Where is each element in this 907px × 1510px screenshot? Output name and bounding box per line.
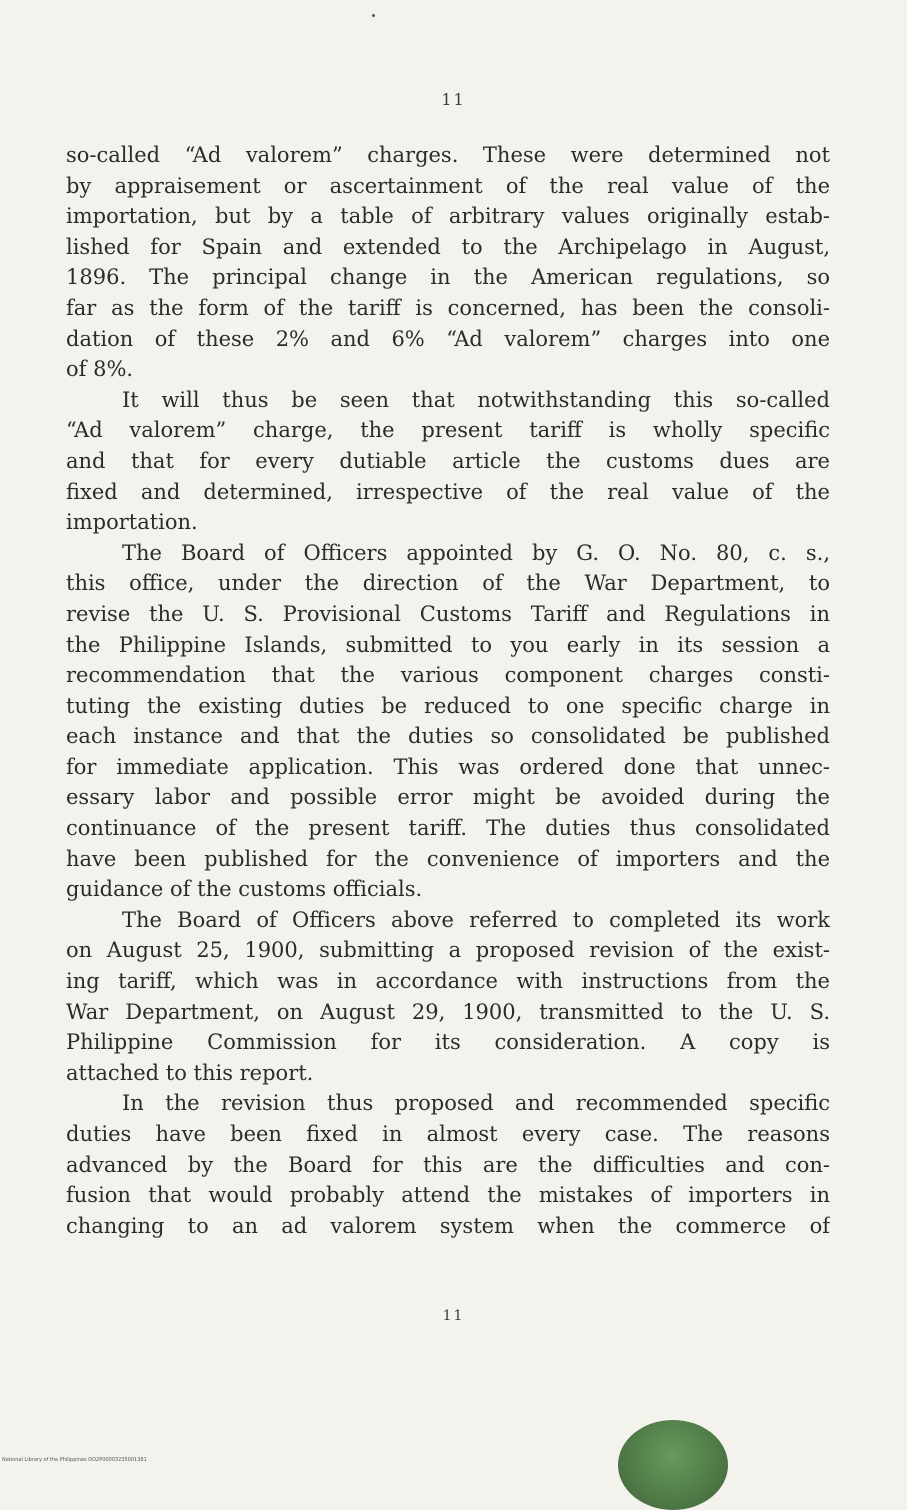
library-credit: National Library of the Philippines DO2P00003235001381 — [2, 1457, 147, 1463]
text-line: by appraisement or ascertainment of the real value of the — [66, 173, 830, 198]
text-line: fusion that would probably attend the mistakes of importers in — [66, 1183, 830, 1208]
text-line: 1896. The principal change in the American regulations, so — [66, 265, 830, 290]
text-line: changing to an ad valorem system when the commerce of — [66, 1213, 830, 1238]
text-line: revise the U. S. Provisional Customs Tariff and Regulations in — [66, 601, 830, 626]
text-line: each instance and that the duties so consolidated be published — [66, 724, 830, 749]
text-line: ing tariff, which was in accordance with instructions from the — [66, 969, 830, 994]
text-line: lished for Spain and extended to the Archipelago in August, — [66, 234, 830, 259]
text-line: continuance of the present tariff. The duties thus consolidated — [66, 816, 830, 841]
text-line: Philippine Commission for its consideration. A copy is — [66, 1030, 830, 1055]
text-line: guidance of the customs officials. — [66, 877, 423, 902]
text-line: It will thus be seen that notwithstanding this so-called — [122, 387, 830, 412]
text-line: “Ad valorem” charge, the present tariff is wholly specific — [66, 418, 830, 443]
text-line: of 8%. — [66, 357, 134, 382]
text-line: importation, but by a table of arbitrary values originally estab- — [66, 204, 830, 229]
text-line: advanced by the Board for this are the difficulties and con- — [66, 1152, 830, 1177]
text-line: attached to this report. — [66, 1060, 314, 1085]
text-line: recommendation that the various component charges consti- — [66, 663, 830, 688]
text-line: this office, under the direction of the War Department, to — [66, 571, 830, 596]
speck-mark — [372, 14, 375, 17]
text-line: The Board of Officers above referred to completed its work — [122, 907, 830, 932]
text-line: and that for every dutiable article the customs dues are — [66, 448, 830, 473]
text-line: War Department, on August 29, 1900, transmitted to the U. S. — [66, 999, 830, 1024]
text-line: on August 25, 1900, submitting a proposed revision of the exist- — [66, 938, 830, 963]
text-line: the Philippine Islands, submitted to you early in its session a — [66, 632, 830, 657]
text-line: have been published for the convenience of importers and the — [66, 846, 830, 871]
text-line: In the revision thus proposed and recommended specific — [122, 1091, 830, 1116]
text-line: duties have been fixed in almost every case. The reasons — [66, 1122, 830, 1146]
text-line: fixed and determined, irrespective of the real value of the — [66, 479, 830, 504]
text-line: so-called “Ad valorem” charges. These were determined not — [66, 143, 830, 167]
text-line: essary labor and possible error might be avoided during the — [66, 785, 830, 810]
text-line: tuting the existing duties be reduced to one specific charge in — [66, 693, 830, 718]
text-line: for immediate application. This was ordered done that unnec- — [66, 754, 830, 779]
page-number-top: 11 — [441, 90, 466, 109]
text-line: dation of these 2% and 6% “Ad valorem” charges into one — [66, 326, 830, 351]
page-number-bottom: 11 — [442, 1308, 465, 1324]
archive-stamp — [618, 1420, 728, 1510]
text-line: importation. — [66, 510, 198, 535]
text-line: far as the form of the tariff is concerned, has been the consoli- — [66, 295, 830, 320]
text-line: The Board of Officers appointed by G. O. No. 80, c. s., — [122, 540, 830, 565]
body-text — [66, 140, 830, 1241]
